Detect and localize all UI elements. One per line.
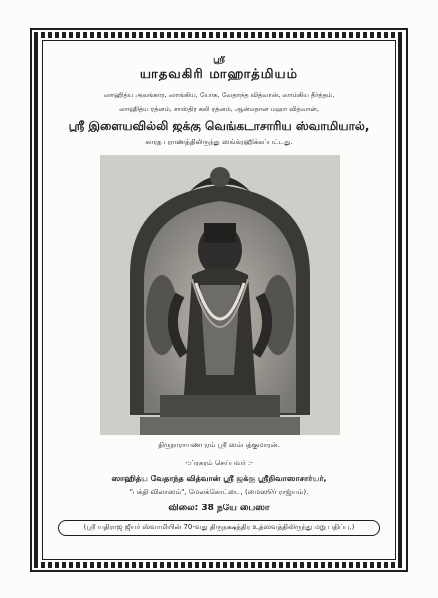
price: விலை: 38 நயே பைஸா xyxy=(168,504,270,513)
author-credentials-line-2: ஸாஹித்ய ரத்னம், சாஸ்திர கலி ரத்னம், ஆன்மதான மஹா வித்வான், xyxy=(119,106,319,113)
publisher-name: ஸாஹித்ய வேதாந்த வித்வான் ஸ்ரீ ஜக்கு ஸ்ரீநிவாஸாசார்யர், xyxy=(111,475,327,483)
source-description: காரத புராணத்திலிருந்து ஸங்க்ரஹிக்கப்பட்டது. xyxy=(145,139,293,146)
book-title: யாதவகிரி மாஹாத்மியம் xyxy=(139,68,299,81)
publisher-label: -:ப்ரசுரம் செய்பவர் :- xyxy=(185,460,253,467)
author-name: ஸ்ரீ இளையவில்லி ஜக்கு வெங்கடாசாரிய ஸ்வாமியால், xyxy=(68,120,370,132)
deity-photo-illustration xyxy=(100,155,340,435)
photo-caption: திருநாராயணபுரம் ஸ்ரீ ஸம்பத்குமாரன். xyxy=(158,442,280,449)
deity-photograph xyxy=(100,155,340,435)
reprint-note: (ஸ்ரீ யதிராஜ ஜீயர் ஸ்வாமியின் 70-வது திருநக்ஷத்திர உத்ஸவத்திலிருந்து மறு பதிப்பு.) xyxy=(83,524,355,531)
author-credentials-line-1: ஸாஹித்ய அலங்கார, ஸாங்கிய, யோக, வேதாந்த வித்வான், ஸாம்கிய தீர்த்தம், xyxy=(103,92,335,99)
publisher-address: "பக்தி விலாஸம்", மேலக்கோட்டை, (மைஸூர் ராஜ்யம்). xyxy=(129,489,309,496)
sri-invocation: ஸ்ரீ xyxy=(213,56,225,65)
